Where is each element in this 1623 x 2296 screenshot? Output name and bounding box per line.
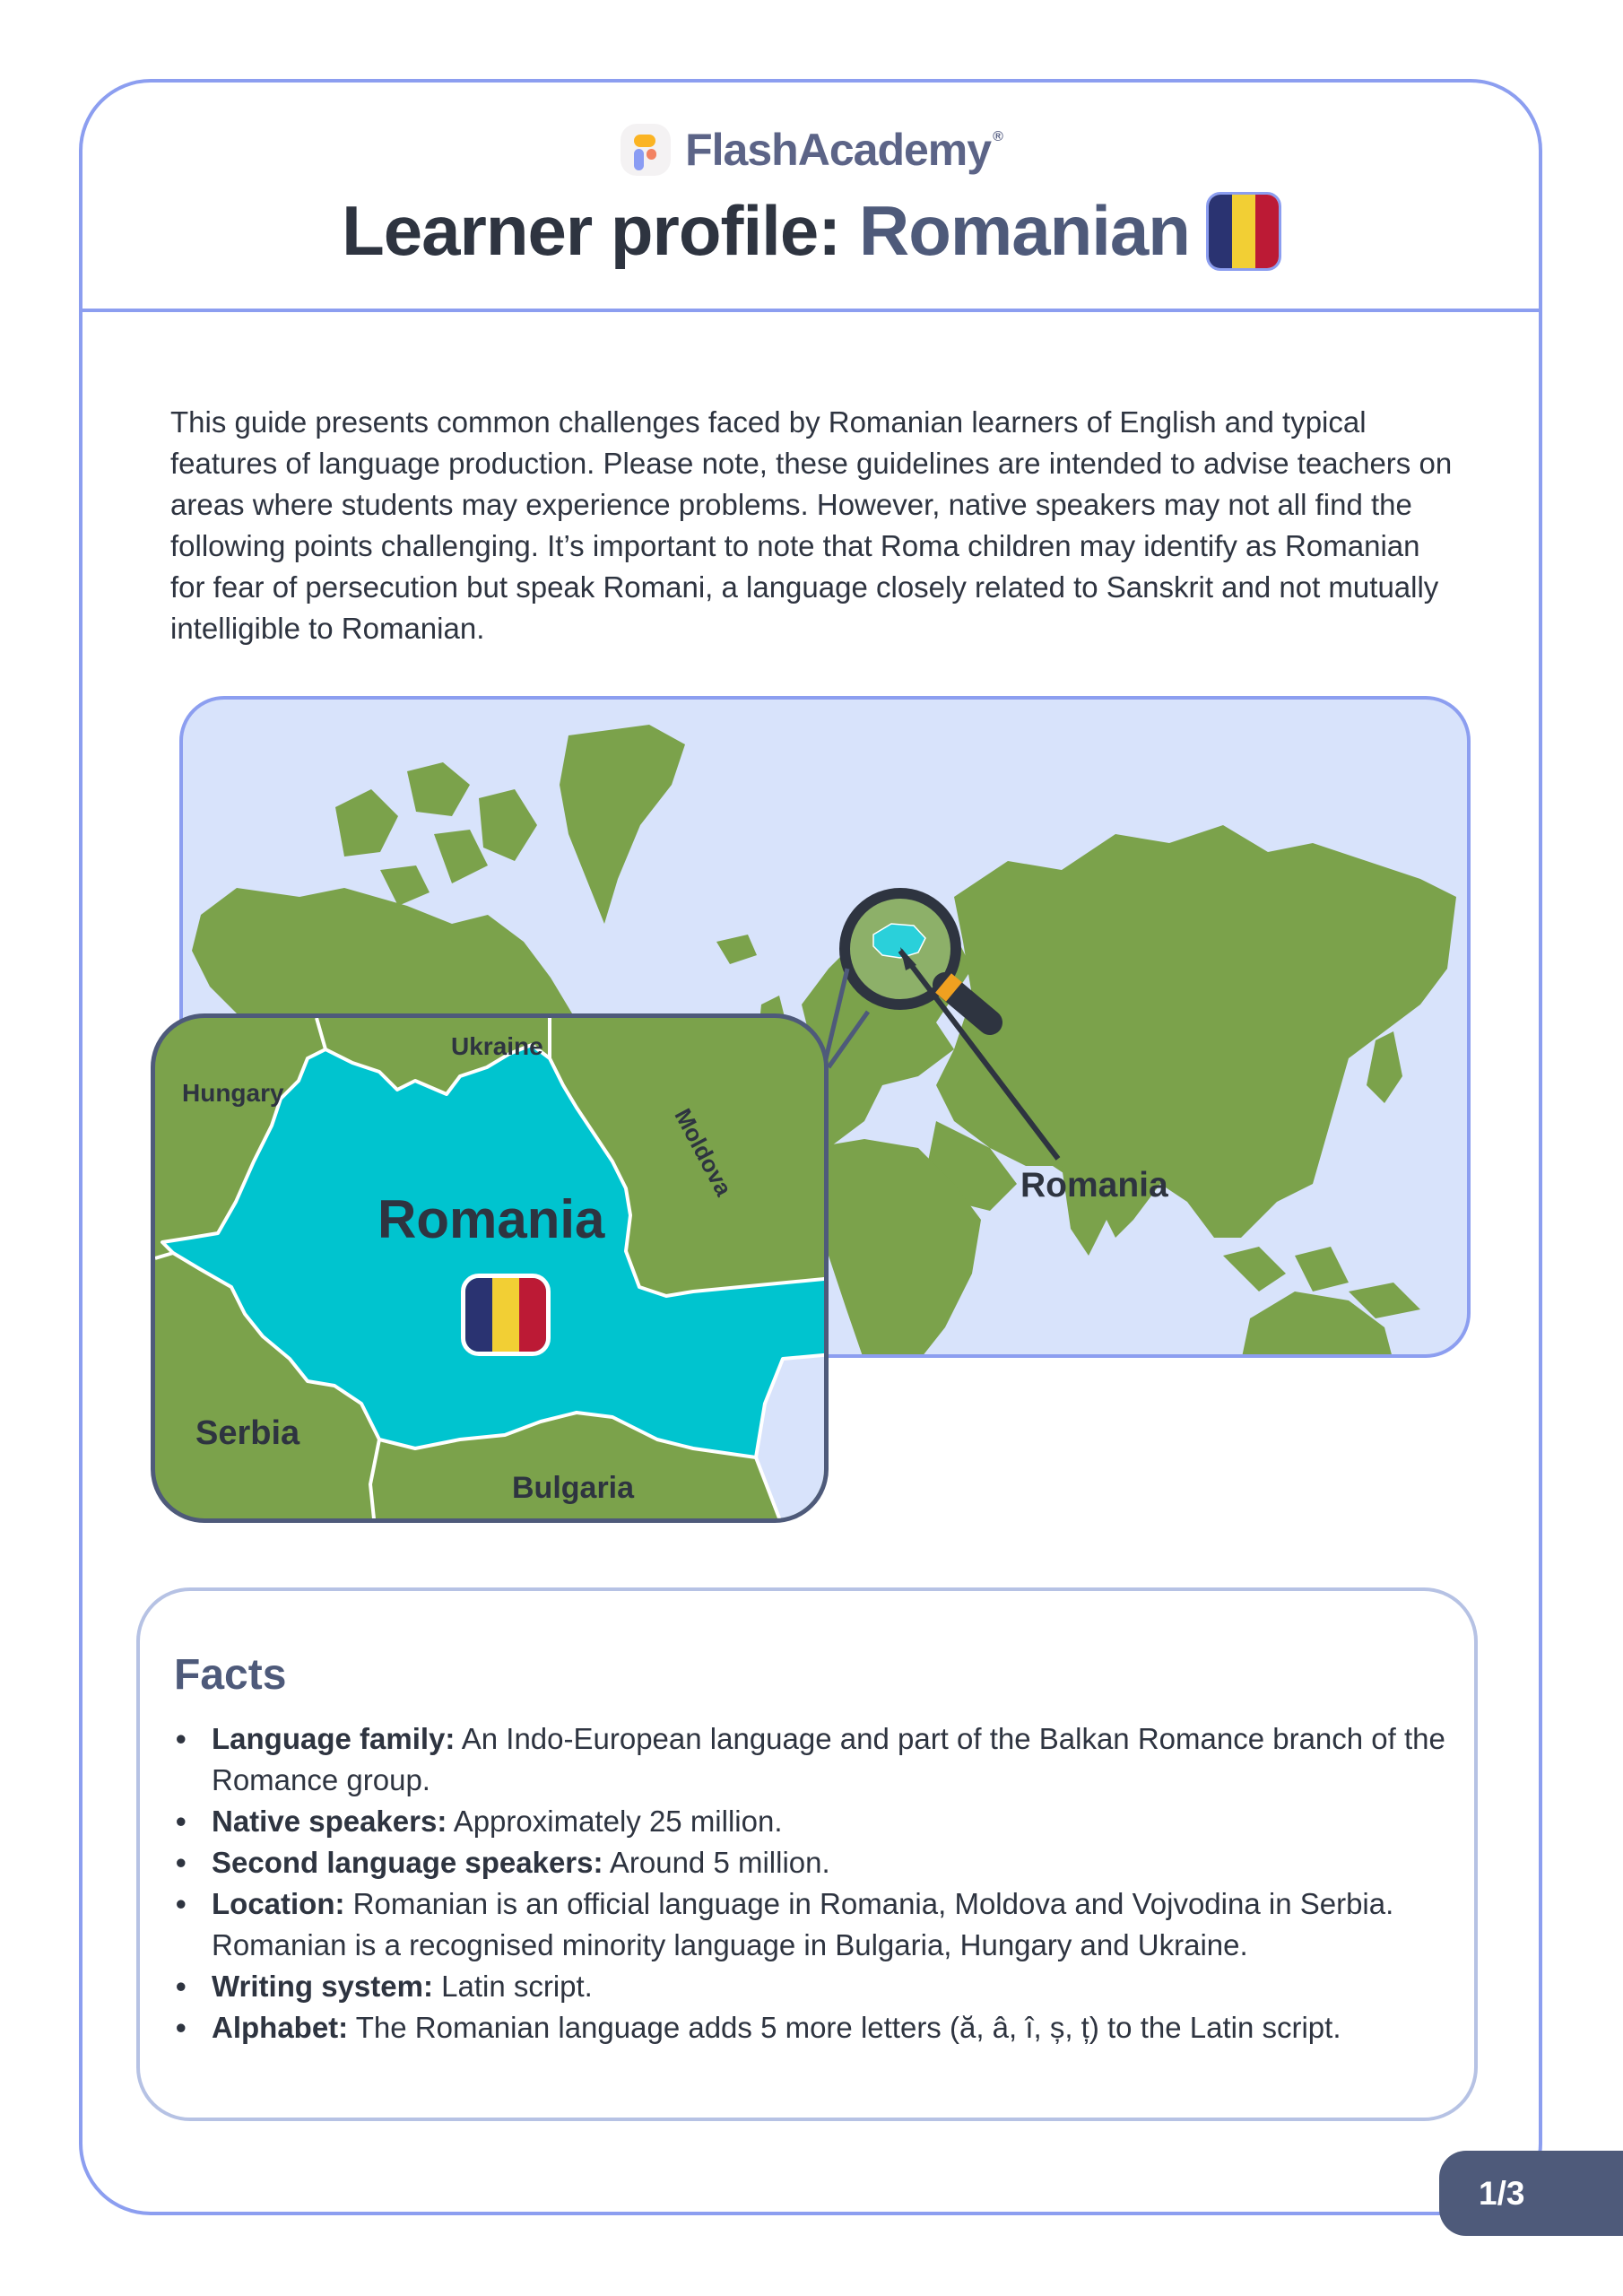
romania-inset-map [151,1013,829,1523]
fact-item: • Writing system: Latin script. [174,1966,1456,2007]
brand-name: FlashAcademy ® [685,125,1002,175]
fact-item: • Second language speakers: Around 5 million. [174,1842,1456,1883]
header-divider [79,309,1542,312]
title-language: Romanian [858,191,1190,270]
label-serbia: Serbia [195,1414,300,1452]
fact-item: • Native speakers: Approximately 25 million. [174,1801,1456,1842]
facts-title: Facts [174,1651,287,1699]
world-map-romania-label: Romania [1020,1166,1168,1205]
page-title [0,190,1623,272]
label-ukraine: Ukraine [451,1032,543,1060]
romania-flag-icon [1206,192,1281,271]
label-bulgaria: Bulgaria [512,1471,635,1505]
fact-item: • Location: Romanian is an official language in Romania, Moldova and Vojvodina in Serbia. Romanian is a recognised minority language in Bulgaria, Hungary and Ukraine. [174,1883,1456,1966]
romania-flag-icon [461,1274,551,1356]
page-indicator: 1/3 [1439,2151,1623,2236]
label-moldova: Moldova [669,1104,738,1201]
brand-logo [0,124,1623,176]
facts-list [174,1718,1456,2048]
intro-paragraph: This guide presents common challenges faced by Romanian learners of English and typical features of language production. Please note, these guidelines are intended to advise teachers on areas where students may experience problems. However, native speakers may not all find the following points challenging. It’s important to note that Roma children may identify as Romanian for fear of persecution but speak Romani, a language closely related to Sanskrit and not mutually intelligible to Romanian. [170,405,1453,645]
fact-item: • Alphabet: The Romanian language adds 5 more letters (ă, â, î, ș, ț) to the Latin script. [174,2007,1456,2048]
facts-box [136,1587,1478,2121]
title-prefix: Learner profile: [342,191,841,270]
flashacademy-logo-icon [621,124,671,176]
label-romania: Romania [378,1189,605,1249]
label-hungary: Hungary [182,1079,284,1107]
fact-item: • Language family: An Indo-European language and part of the Balkan Romance branch of the Romance group. [174,1718,1456,1801]
